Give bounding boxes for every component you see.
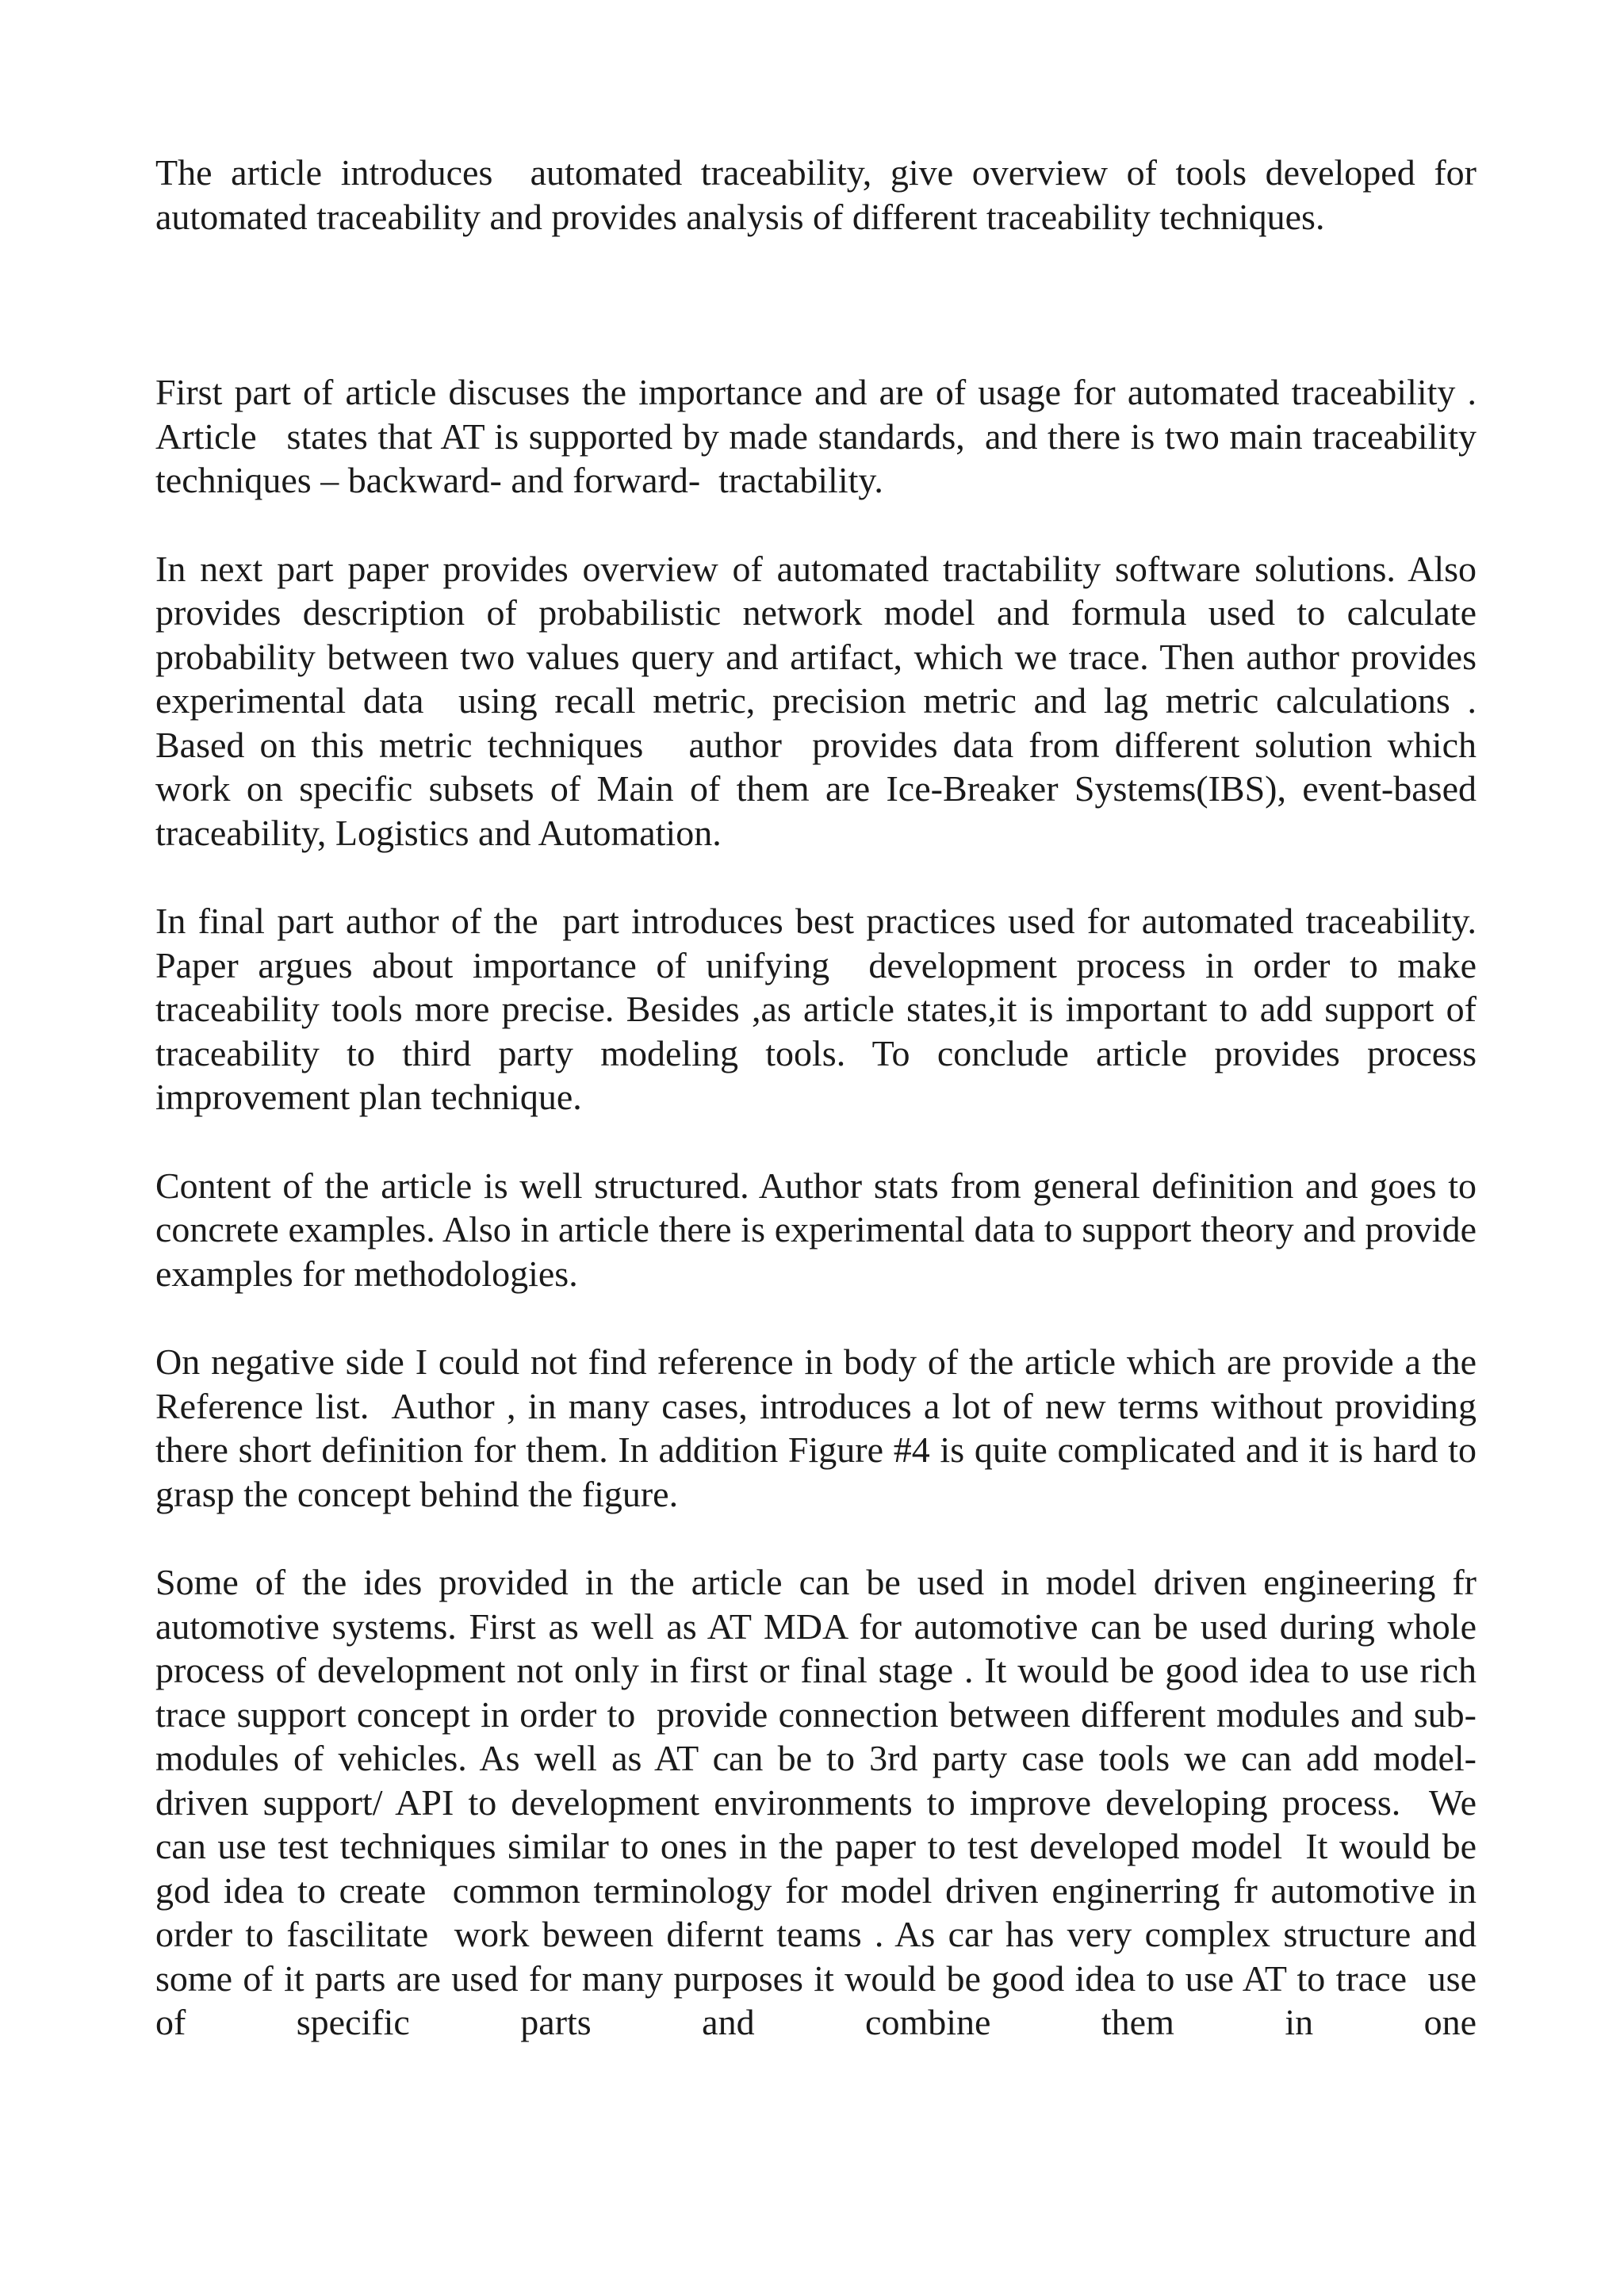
paragraph-negative-side: On negative side I could not find reference in body of the article which are provide a the Reference list. Author , in many cases, introduces a lot of new terms without providing there short definition for them. In addition Figure #4 is quite complicated and it is hard to grasp the concept behind the figure.: [155, 1341, 1486, 1514]
paragraph-structure-review: Content of the article is well structured. Author stats from general definition and goes to concrete examples. Also in article there is experimental data to support theory and provide examples for methodologies.: [155, 1165, 1486, 1294]
paragraph-final-part: In final part author of the part introduces best practices used for automated traceability. Paper argues about importance of unifying development process in order to make traceability tools more precise. Besides ,as article states,it is important to add support of traceability to third party modeling tools. To conclude article provides process improvement plan technique.: [155, 901, 1486, 1117]
document-page: [155, 151, 1486, 2045]
paragraph-next-part: In next part paper provides overview of automated tractability software solutions. Also provides description of probabilistic network model and formula used to calculate probability between two values query and artifact, which we trace. Then author provides experimental data using recall metric, precision metric and lag metric calculations . Based on this metric techniques author provides data from different solution which work on specific subsets of Main of them are Ice-Breaker Systems(IBS), event-based traceability, Logistics and Automation.: [155, 548, 1486, 853]
paragraph-introduction: The article introduces automated traceability, give overview of tools developed for automated traceability and provides analysis of different traceability techniques.: [155, 152, 1486, 237]
paragraph-applications: Some of the ides provided in the article can be used in model driven engineering fr automotive systems. First as well as AT MDA for automotive can be used during whole process of development not only in first or final stage . It would be good idea to use rich trace support concept in order to provide connection between different modules and sub-modules of vehicles. As well as AT can be to 3rd party case tools we can add model-driven support/ API to development environments to improve developing process. We can use test techniques similar to ones in the paper to test developed model It would be god idea to create common terminology for model driven enginerring fr automotive in order to fascilitate work beween difernt teams . As car has very complex structure and some of it parts are used for many purposes it would be good idea to use AT to trace use of specific parts and combine them in one: [155, 1562, 1486, 2042]
paragraph-first-part: First part of article discuses the importance and are of usage for automated traceability . Article states that AT is supported by made standards, and there is two main traceability techniques – backward- and forward- tractability.: [155, 372, 1486, 500]
